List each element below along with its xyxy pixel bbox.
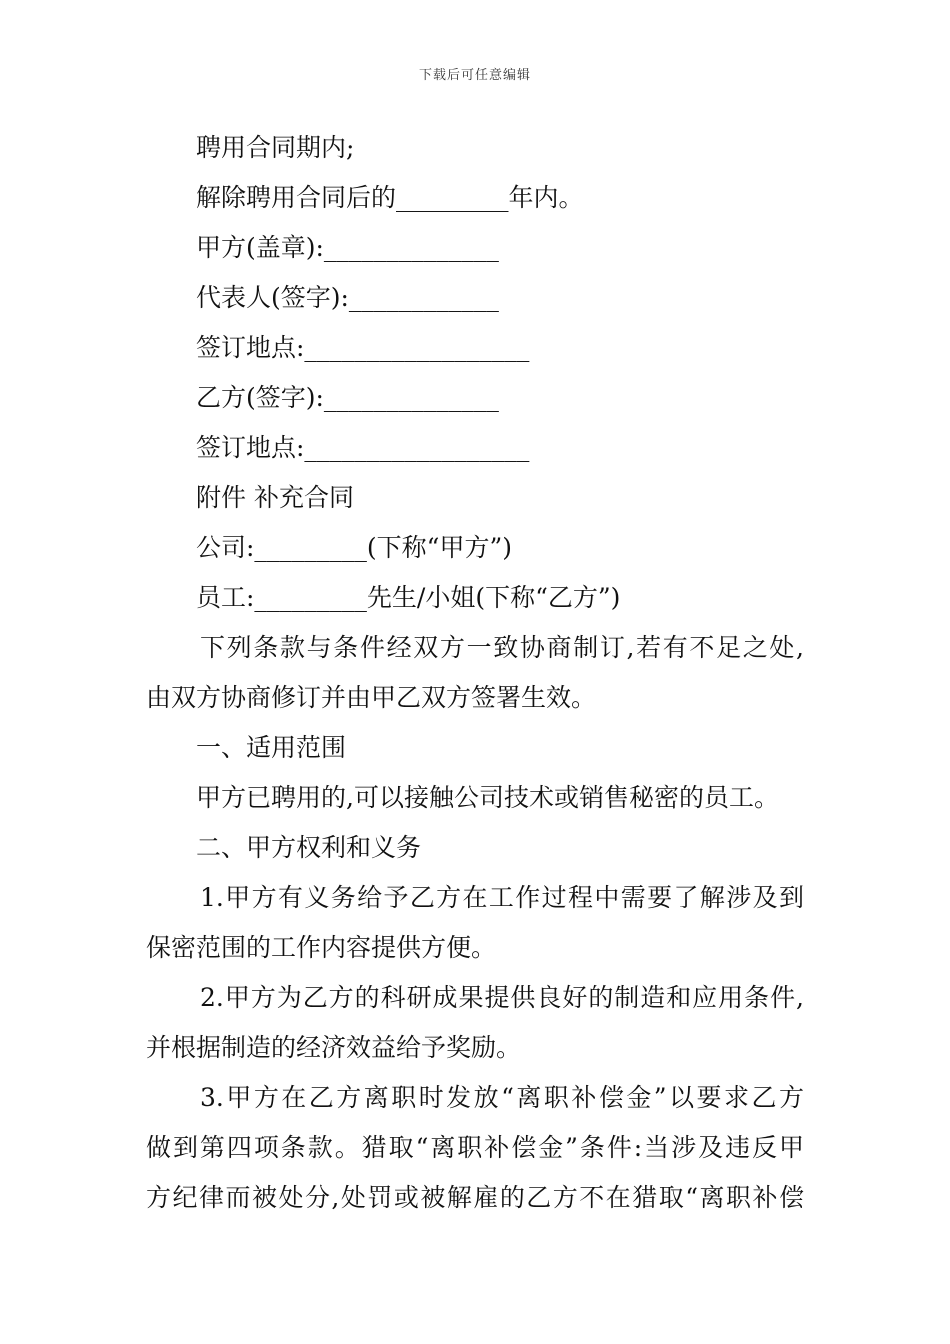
text-line: 甲方(盖章):______________ [196, 233, 499, 262]
text-line: 员工:_________先生/小姐(下称“乙方”) [196, 583, 621, 612]
paragraph-line: 下列条款与条件经双方一致协商制订,若有不足之处, [200, 633, 804, 662]
text-line: 公司:_________(下称“甲方”) [196, 533, 512, 562]
text-line: 签订地点:__________________ [196, 333, 530, 362]
text-line: 乙方(签字):______________ [196, 383, 499, 412]
paragraph-line: 甲方已聘用的,可以接触公司技术或销售秘密的员工。 [196, 783, 779, 812]
text-line: 签订地点:__________________ [196, 433, 530, 462]
paragraph-line: 1.甲方有义务给予乙方在工作过程中需要了解涉及到 [200, 883, 804, 912]
text-line: 代表人(签字):____________ [196, 283, 499, 312]
text-line: 解除聘用合同后的_________年内。 [196, 183, 584, 212]
section-heading: 一、适用范围 [196, 733, 347, 762]
paragraph-line: 并根据制造的经济效益给予奖励。 [146, 1033, 522, 1062]
paragraph-line: 由双方协商修订并由甲乙双方签署生效。 [146, 683, 597, 712]
paragraph-line: 做到第四项条款。猎取“离职补偿金”条件:当涉及违反甲 [146, 1133, 804, 1162]
section-heading: 附件 补充合同 [196, 483, 354, 512]
paragraph-line: 3.甲方在乙方离职时发放“离职补偿金”以要求乙方 [200, 1083, 804, 1112]
text-line: 聘用合同期内; [196, 133, 355, 162]
paragraph-line: 方纪律而被处分,处罚或被解雇的乙方不在猎取“离职补偿 [146, 1183, 804, 1212]
page-header: 下载后可任意编辑 [418, 68, 531, 83]
paragraph-line: 2.甲方为乙方的科研成果提供良好的制造和应用条件, [200, 983, 804, 1012]
section-heading: 二、甲方权利和义务 [196, 833, 422, 862]
paragraph-line: 保密范围的工作内容提供方便。 [146, 933, 497, 962]
